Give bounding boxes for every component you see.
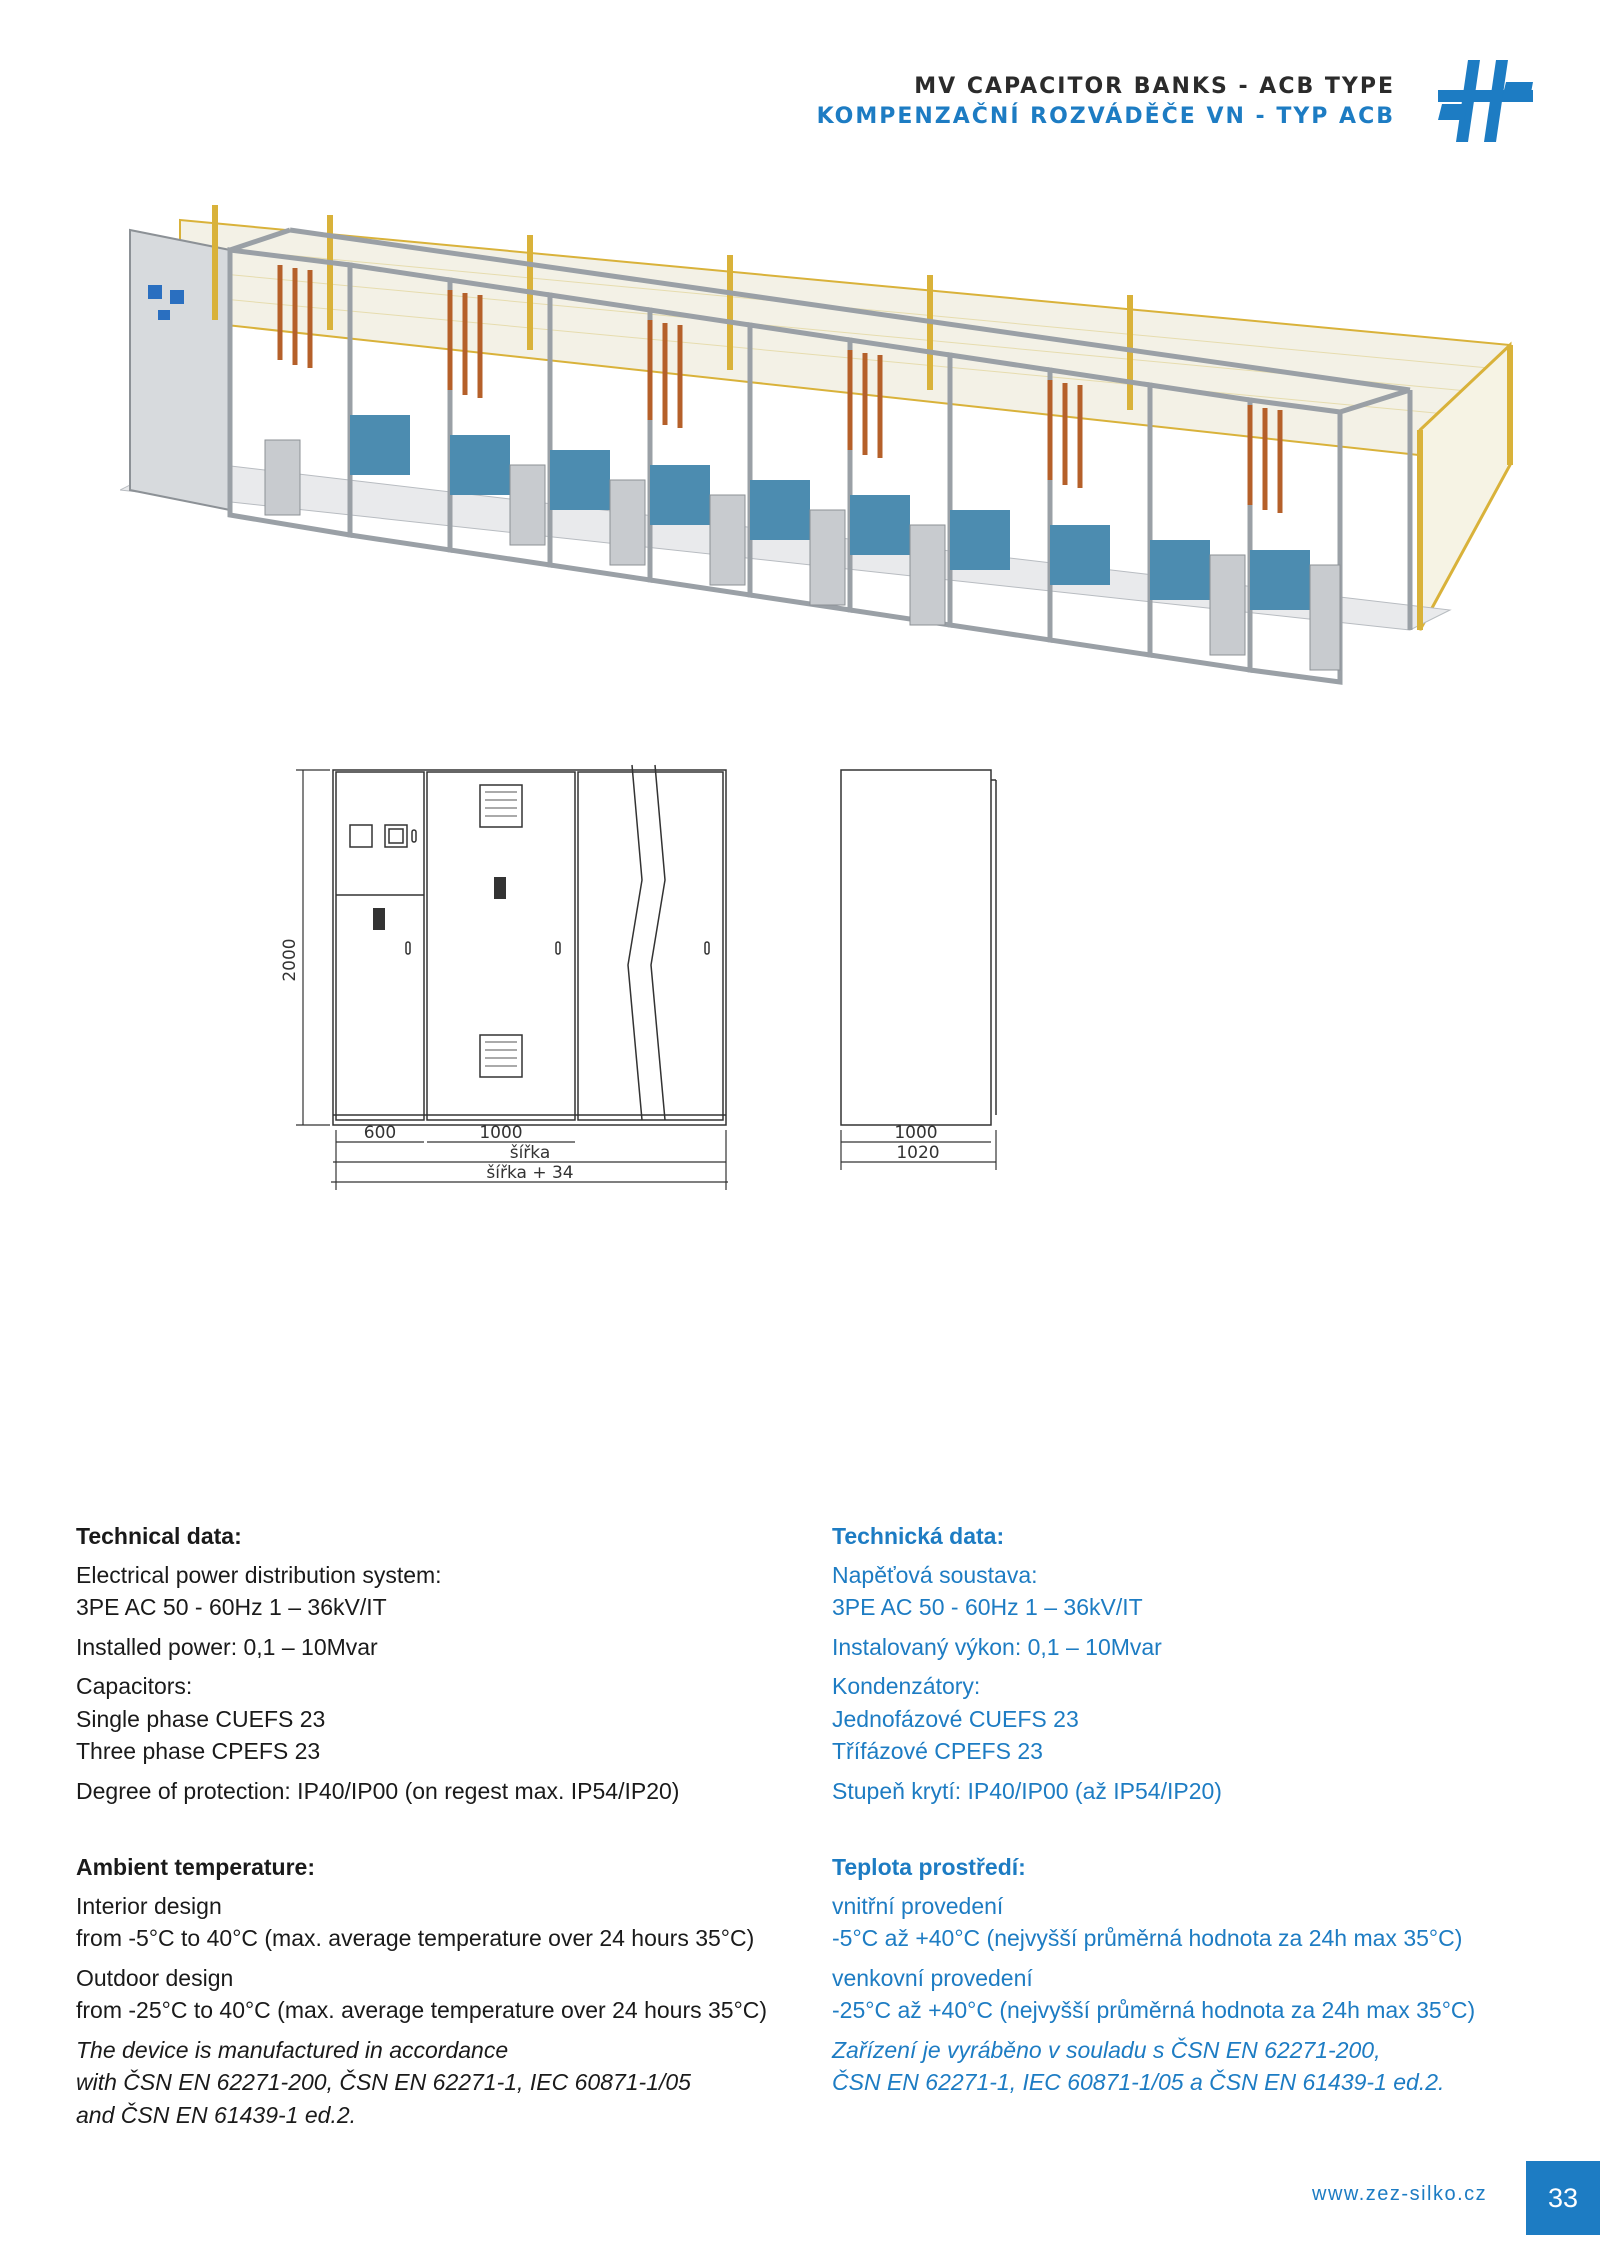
protection-cz: Stupeň krytí: IP40/IP00 (až IP54/IP20) [832,1777,1222,1804]
ambient-heading-cz: Teplota prostředí: [832,1854,1026,1880]
interior-value-en: from -5°C to 40°C (max. average temperature over 24 hours 35°C) [76,1925,755,1951]
power-system-label-cz: Napěťová soustava: [832,1561,1038,1588]
note-line3-en: and ČSN EN 61439-1 ed.2. [76,2101,357,2128]
note-line2-cz: ČSN EN 62271-1, IEC 60871-1/05 a ČSN EN 61439-1 ed.2. [832,2069,1445,2095]
dimension-width-plus-34: šířka + 34 [486,1163,574,1183]
tech-heading-cz: Technická data: [832,1523,1005,1549]
company-logo-icon [1438,60,1533,142]
page-header [817,72,1395,132]
capacitors-single-en: Single phase CUEFS 23 [76,1705,326,1732]
note-line2-en: with ČSN EN 62271-200, ČSN EN 62271-1, IEC 60871-1/05 [76,2069,691,2095]
technical-drawing [260,750,1300,1390]
power-system-value-cz: 3PE AC 50 - 60Hz 1 – 36kV/IT [832,1594,1143,1620]
title-czech: KOMPENZAČNÍ ROZVÁDĚČE VN - TYP ACB [816,104,1395,129]
english-specs [76,1520,816,2131]
outdoor-label-en: Outdoor design [76,1964,234,1991]
capacitors-three-cz: Třífázové CPEFS 23 [832,1738,1043,1764]
capacitors-single-cz: Jednofázové CUEFS 23 [832,1705,1079,1732]
dimension-width: šířka [509,1143,551,1163]
capacitor-bank-3d-render [120,190,1520,710]
title-english: MV CAPACITOR BANKS - ACB TYPE [914,74,1395,99]
installed-power-cz: Instalovaný výkon: 0,1 – 10Mvar [832,1633,1162,1660]
capacitors-label-en: Capacitors: [76,1673,193,1699]
czech-specs [832,1520,1572,2099]
interior-label-cz: vnitřní provedení [832,1892,1004,1919]
website-link[interactable]: www.zez-silko.cz [1312,2183,1488,2205]
capacitors-three-en: Three phase CPEFS 23 [76,1738,321,1764]
outdoor-value-cz: -25°C až +40°C (nejvyšší průměrná hodnota za 24h max 35°C) [832,1997,1476,2023]
dimension-1000: 1000 [479,1123,523,1143]
tech-heading-en: Technical data: [76,1523,242,1549]
dimension-height: 2000 [280,938,300,982]
side-dimension-1000: 1000 [894,1123,938,1143]
page-number: 33 [1526,2161,1600,2235]
note-line1-cz: Zařízení je vyráběno v souladu s ČSN EN 62271-200, [832,2036,1381,2063]
outdoor-value-en: from -25°C to 40°C (max. average temperature over 24 hours 35°C) [76,1997,768,2023]
ambient-heading-en: Ambient temperature: [76,1854,315,1880]
interior-label-en: Interior design [76,1892,222,1919]
power-system-label-en: Electrical power distribution system: [76,1561,442,1588]
power-system-value-en: 3PE AC 50 - 60Hz 1 – 36kV/IT [76,1594,387,1620]
outdoor-label-cz: venkovní provedení [832,1964,1033,1991]
note-line1-en: The device is manufactured in accordance [76,2036,509,2063]
interior-value-cz: -5°C až +40°C (nejvyšší průměrná hodnota za 24h max 35°C) [832,1925,1463,1951]
protection-en: Degree of protection: IP40/IP00 (on regest max. IP54/IP20) [76,1777,680,1804]
side-dimension-1020: 1020 [896,1143,940,1163]
capacitors-label-cz: Kondenzátory: [832,1673,981,1699]
installed-power-en: Installed power: 0,1 – 10Mvar [76,1633,378,1660]
dimension-600: 600 [363,1123,397,1143]
